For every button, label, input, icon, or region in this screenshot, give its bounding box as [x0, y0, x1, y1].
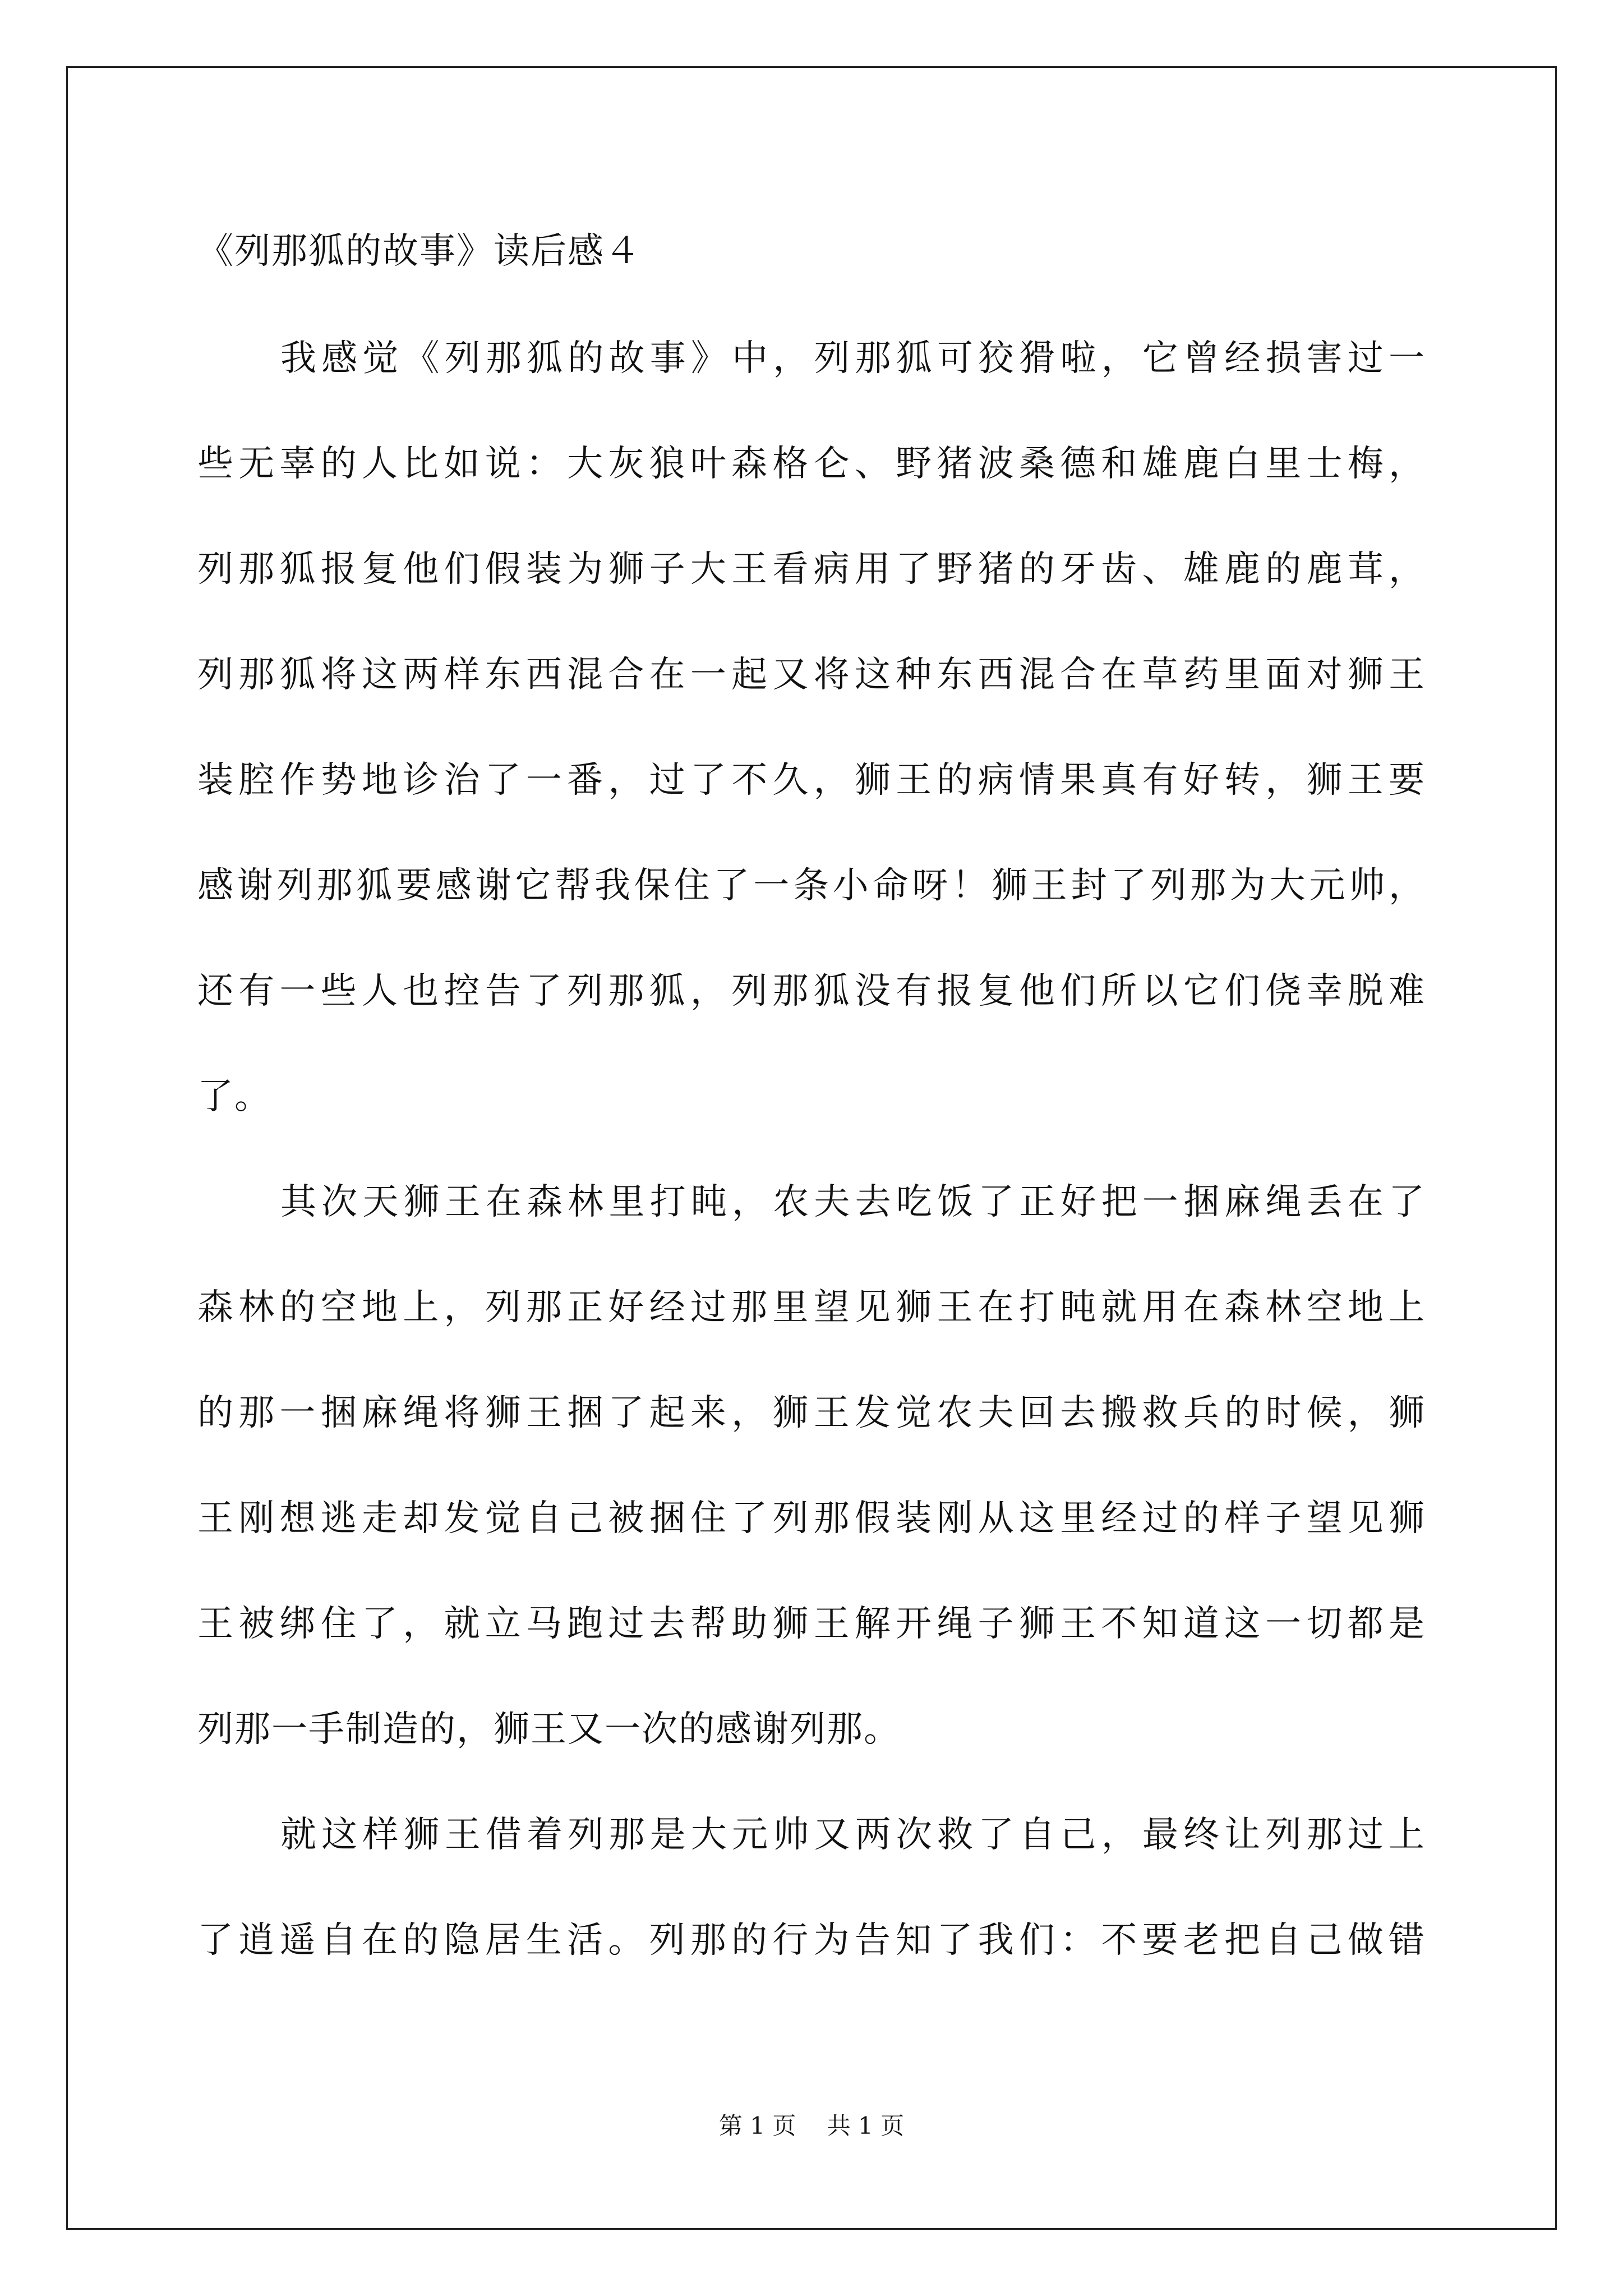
body-text-line: 了逍遥自在的隐居生活。列那的行为告知了我们：不要老把自己做错 [197, 1920, 1426, 1961]
body-text-line: 些无辜的人比如说：大灰狼叶森格仑、野猪波桑德和雄鹿白里士梅， [197, 443, 1426, 485]
body-text-line: 列那一手制造的，狮王又一次的感谢列那。 [197, 1709, 901, 1750]
body-text-line: 感谢列那狐要感谢它帮我保住了一条小命呀！狮王封了列那为大元帅， [197, 865, 1426, 907]
document-body [197, 306, 1426, 1993]
body-text-line: 的那一捆麻绳将狮王捆了起来，狮王发觉农夫回去搬救兵的时候，狮 [197, 1392, 1426, 1434]
body-text-line: 列那狐将这两样东西混合在一起又将这种东西混合在草药里面对狮王 [197, 654, 1426, 696]
body-text-line: 就这样狮王借着列那是大元帅又两次救了自己，最终让列那过上 [280, 1814, 1426, 1856]
body-text-line: 王被绑住了，就立马跑过去帮助狮王解开绳子狮王不知道这一切都是 [197, 1603, 1426, 1645]
body-text-line: 我感觉《列那狐的故事》中，列那狐可狡猾啦，它曾经损害过一 [280, 338, 1426, 379]
document-title: 《列那狐的故事》读后感４ [197, 231, 642, 272]
body-text-line: 了。 [197, 1076, 271, 1117]
body-text-line: 王刚想逃走却发觉自己被捆住了列那假装刚从这里经过的样子望见狮 [197, 1498, 1426, 1539]
body-text-line: 还有一些人也控告了列那狐，列那狐没有报复他们所以它们侥幸脱难 [197, 970, 1426, 1012]
page-number-footer: 第 1 页 共 1 页 [718, 2112, 905, 2139]
body-text-line: 装腔作势地诊治了一番，过了不久，狮王的病情果真有好转，狮王要 [197, 760, 1426, 801]
body-text-line: 列那狐报复他们假装为狮子大王看病用了野猪的牙齿、雄鹿的鹿茸， [197, 549, 1426, 590]
body-text-line: 其次天狮王在森林里打盹，农夫去吃饭了正好把一捆麻绳丢在了 [280, 1181, 1426, 1223]
body-text-line: 森林的空地上，列那正好经过那里望见狮王在打盹就用在森林空地上 [197, 1287, 1426, 1328]
